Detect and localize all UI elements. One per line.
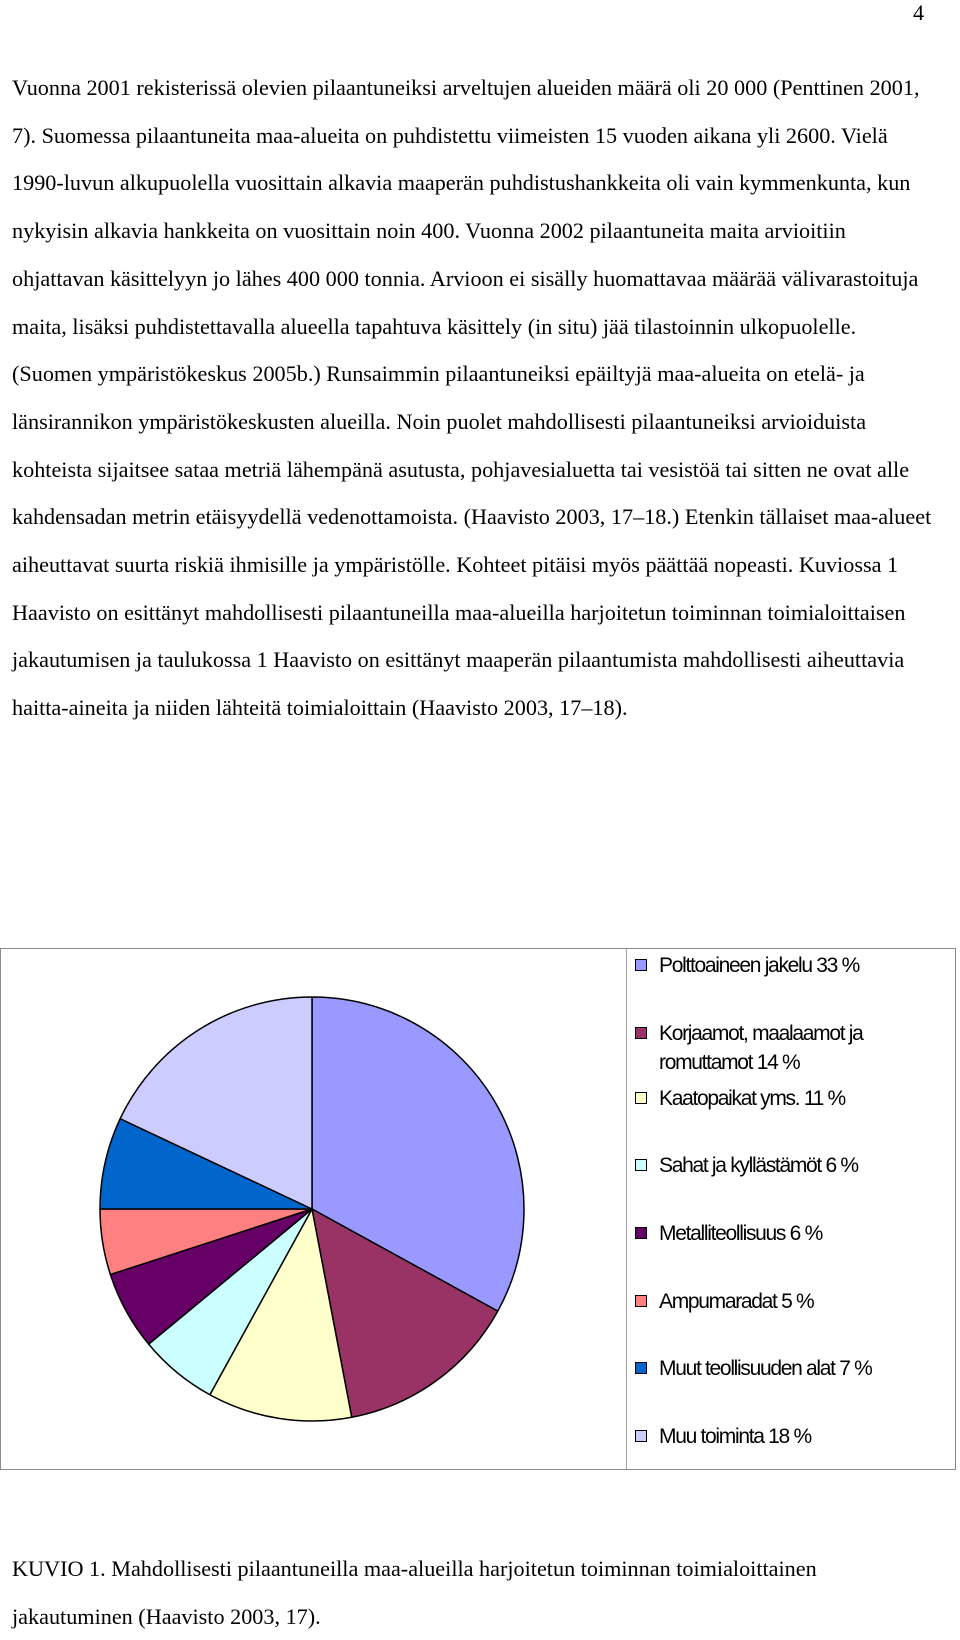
legend-swatch	[635, 1027, 647, 1039]
legend-label: romuttamot 14 %	[659, 1051, 800, 1074]
legend-item-8	[635, 1422, 811, 1451]
legend-label: Metalliteollisuus 6 %	[659, 1222, 822, 1245]
legend-label: Kaatopaikat yms. 11 %	[659, 1087, 845, 1110]
legend-item-2	[635, 1019, 863, 1077]
legend-swatch	[635, 959, 647, 971]
chart-legend	[626, 949, 955, 1469]
legend-label: Muut teollisuuden alat 7 %	[659, 1357, 872, 1380]
legend-swatch	[635, 1295, 647, 1307]
legend-item-5	[635, 1219, 822, 1248]
legend-label: Sahat ja kyllästämöt 6 %	[659, 1154, 858, 1177]
body-paragraph: Vuonna 2001 rekisterissä olevien pilaantuneiksi arveltujen alueiden määrä oli 20 000 (Penttinen 2001, 7). Suomessa pilaantuneita maa-alueita on puhdistettu viimeisten 15 vuoden aikana yli 2600. Vielä 1990-luvun alkupuolella vuosittain alkavia maaperän puhdistushankkeita oli vain kymmenkunta, kun nykyisin alkavia hankkeita on vuosittain noin 400. Vuonna 2002 pilaantuneita maita arvioitiin ohjattavan käsittelyyn jo lähes 400 000 tonnia. Arvioon ei sisälly huomattavaa määrää välivarastoituja maita, lisäksi puhdistettavalla alueella tapahtuva käsittely (in situ) jää tilastoinnin ulkopuolelle. (Suomen ympäristökeskus 2005b.) Runsaimmin pilaantuneiksi epäiltyjä maa-alueita on etelä- ja länsirannikon ympäristökeskusten alueilla. Noin puolet mahdollisesti pilaantuneiksi arvioiduista kohteista sijaitsee sataa metriä lähempänä asutusta, pohjavesialuetta tai vesistöä tai sitten ne ovat alle kahdensadan metrin etäisyydellä vedenottamoista. (Haavisto 2003, 17–18.) Etenkin tällaiset maa-alueet aiheuttavat suurta riskiä ihmisille ja ympäristölle. Kohteet pitäisi myös päättää nopeasti. Kuviossa 1 Haavisto on esittänyt mahdollisesti pilaantuneilla maa-alueilla harjoitetun toiminnan toimialoittaisen jakautumisen ja taulukossa 1 Haavisto on esittänyt maaperän pilaantumista mahdollisesti aiheuttavia haitta-aineita ja niiden lähteitä toimialoittain (Haavisto 2003, 17–18).	[12, 75, 932, 721]
legend-label: Muu toiminta 18 %	[659, 1425, 811, 1448]
legend-item-3	[635, 1084, 845, 1113]
figure-caption: KUVIO 1. Mahdollisesti pilaantuneilla maa-alueilla harjoitetun toiminnan toimialoittainen jakautuminen (Haavisto 2003, 17).	[12, 1556, 817, 1629]
legend-swatch	[635, 1092, 647, 1104]
legend-label: Polttoaineen jakelu 33 %	[659, 954, 859, 977]
legend-label: Ampumaradat 5 %	[659, 1290, 814, 1313]
pie-chart-figure	[0, 948, 956, 1470]
legend-item-7	[635, 1354, 872, 1383]
pie-chart	[1, 949, 625, 1469]
legend-item-6	[635, 1287, 813, 1316]
legend-swatch	[635, 1227, 647, 1239]
legend-label: Korjaamot, maalaamot ja	[659, 1022, 863, 1045]
legend-item-1	[635, 951, 859, 980]
legend-item-4	[635, 1151, 858, 1180]
legend-swatch	[635, 1430, 647, 1442]
legend-swatch	[635, 1159, 647, 1171]
page-number: 4	[913, 0, 924, 25]
legend-swatch	[635, 1362, 647, 1374]
